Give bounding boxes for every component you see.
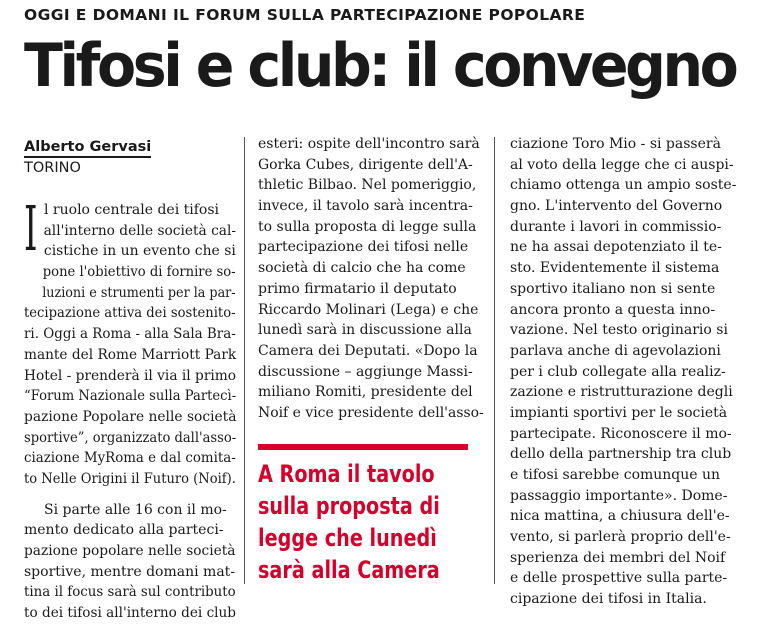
article-line: tina il focus sarà sul contributo	[24, 584, 236, 601]
article-line: to dei tifosi all'interno dei club	[24, 605, 237, 622]
article-line: discussione – aggiunge Massi-	[258, 363, 473, 380]
article-line: primo firmatario il deputato	[258, 280, 457, 297]
article-line: per i club collegate alla realiz-	[510, 363, 726, 380]
article-line: lunedì sarà in discussione alla	[258, 322, 472, 339]
article-line: ancora pronto a questa inno-	[510, 301, 716, 318]
article-line: thletic Bilbao. Nel pomeriggio,	[258, 177, 477, 194]
article-line: e delle prospettive sulla parte-	[510, 570, 728, 587]
article-line: mante del Rome Marriott Park	[24, 346, 237, 363]
article-line: Camera dei Deputati. «Dopo la	[258, 342, 478, 359]
article-line: esteri: ospite dell'incontro sarà	[258, 136, 480, 152]
article-line: cistiche in un evento che si	[43, 243, 236, 260]
article-line: passaggio importante». Dome-	[510, 487, 728, 504]
column-divider	[244, 137, 245, 584]
kicker: OGGI E DOMANI IL FORUM SULLA PARTECIPAZIONE POPOLARE	[24, 6, 586, 24]
article-line: invece, il tavolo sarà incentra-	[258, 198, 473, 215]
article-line: ciazione MyRoma e dal comita-	[24, 450, 236, 467]
article-line: pone l'obiettivo di fornire so-	[42, 264, 236, 281]
article-line: sportivo italiano non si sente	[510, 280, 716, 297]
column-1	[24, 192, 237, 624]
article-line: dello della partnership tra club	[510, 446, 732, 463]
article-line: sportive, mentre domani mat-	[24, 563, 236, 580]
article-line: vento, si parlerà proprio dell'e-	[510, 529, 731, 546]
article-line: tecipazione attiva dei sostenito-	[24, 305, 236, 322]
article-line: cipazione dei tifosi in Italia.	[510, 591, 707, 608]
article-line	[24, 490, 236, 500]
pull-quote-line: sarà alla Camera	[258, 556, 440, 584]
article-line: mento dedicato alla parteci-	[24, 522, 224, 539]
article-line: pazione Popolare nelle società	[24, 408, 237, 425]
article-line: e tifosi sarebbe comunque un	[510, 467, 721, 483]
article-line: Gorka Cubes, dirigente dell'A-	[258, 156, 473, 173]
pull-quote-line: sulla proposta di	[258, 492, 440, 520]
article-line: ri. Oggi a Roma - alla Sala Bra-	[24, 326, 236, 343]
article-line: to Nelle Origini il Futuro (Noif).	[24, 470, 236, 487]
column-3	[510, 134, 746, 610]
article-line: al voto della legge che ci auspi-	[510, 156, 734, 173]
article-line: nica mattina, a chiusura dell'e-	[510, 508, 730, 525]
article-line: miliano Romiti, presidente del	[258, 384, 473, 401]
article-line: sto. Evidentemente il sistema	[510, 260, 720, 277]
article-line: Hotel - prenderà il via il primo	[24, 367, 237, 384]
article-line: Riccardo Molinari (Lega) e che	[258, 301, 479, 318]
article-line: parlava anche di agevolazioni	[510, 342, 721, 359]
drop-cap: I	[24, 192, 38, 265]
byline-place: TORINO	[24, 160, 81, 176]
headline: Tifosi e club: il convegno	[24, 31, 736, 101]
column-2	[258, 134, 484, 424]
byline-author: Alberto Gervasi	[24, 139, 151, 158]
article-line: sportive”, organizzato dall'asso-	[24, 429, 237, 446]
pull-quote-line: legge che lunedì	[258, 524, 437, 552]
article-line: pazione popolare nelle società	[24, 543, 236, 559]
article-line: all'interno delle società cal-	[43, 222, 237, 239]
article-line: vazione. Nel testo originario si	[510, 322, 728, 339]
article-line: Noif e vice presidente dell'asso-	[258, 404, 484, 421]
article-line: partecipazione dei tifosi nelle	[258, 239, 469, 256]
article-line: gno. L'intervento del Governo	[510, 198, 723, 215]
article-line: l ruolo centrale dei tifosi	[44, 202, 219, 218]
article-line: ciazione Toro Mio - si passerà	[510, 136, 721, 152]
article-line: luzioni e strumenti per la par-	[42, 284, 236, 301]
article-line: Si parte alle 16 con il mo-	[44, 501, 227, 518]
article-line: società di calcio che ha come	[258, 260, 466, 277]
article-line: zazione e ristrutturazione degli	[510, 384, 733, 401]
pull-quote	[258, 444, 468, 586]
article-line: impianti sportivi per le società	[510, 404, 728, 421]
article-line: ne ha assai depotenziato il te-	[510, 239, 722, 256]
article-line: partecipate. Riconoscere il mo-	[510, 425, 732, 442]
article-line: sperienza dei membri del Noif	[510, 549, 726, 566]
article-line: chiamo ottenga un ampio soste-	[510, 177, 737, 194]
article-line: durante i lavori in commissio-	[510, 218, 722, 235]
article-line: “Forum Nazionale sulla Partecì-	[24, 388, 237, 405]
column-divider	[494, 137, 495, 584]
pull-quote-line: A Roma il tavolo	[258, 460, 435, 488]
article-line: to sulla proposta di legge sulla	[258, 218, 477, 235]
